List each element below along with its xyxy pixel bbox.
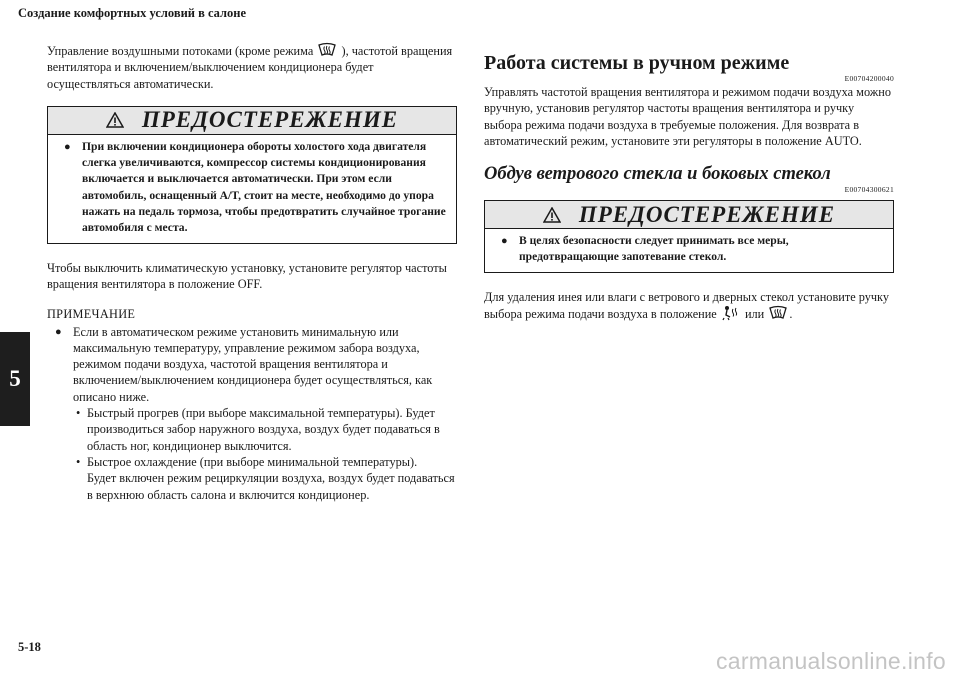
windshield-defrost-icon xyxy=(767,305,789,321)
warning-title: ПРЕДОСТЕРЕЖЕНИЕ xyxy=(141,107,399,133)
note-text: Если в автоматическом режиме установить минимальную или максимальную температуру, управление режимом забора воздуха, режимом подачи воздуха, частотой вращения вентилятора и включением/выключением кондиционера будет осуществляться, как описано ниже. xyxy=(73,324,433,404)
warning-triangle-icon xyxy=(543,207,561,223)
warning-box-fog xyxy=(484,200,894,273)
right-column xyxy=(484,52,894,336)
sub-bullet: • xyxy=(76,454,81,469)
warning-item xyxy=(485,229,893,272)
warning-box-ac xyxy=(47,106,457,244)
bullet-dot: ● xyxy=(501,235,508,248)
note-subitem-warmup-text: Быстрый прогрев (при выборе максимальной температуры). Будет производиться забор наружного воздуха, воздух будет подаваться в область ног, кондиционер выключится. xyxy=(87,406,440,453)
section-code: E00704200040 xyxy=(844,74,894,83)
warning-header xyxy=(48,107,456,135)
warning-item xyxy=(48,135,456,243)
off-paragraph: Чтобы выключить климатическую установку, установите регулятор частоты вращения вентилятора в положение OFF. xyxy=(47,260,447,291)
defrost-end: . xyxy=(789,307,793,322)
bullet-dot: ● xyxy=(55,325,62,338)
foot-defrost-icon xyxy=(720,305,742,321)
defrost-paragraph xyxy=(484,289,894,323)
note-subitem-cooldown-text: Будет включен режим рециркуляции воздуха, воздух будет подаваться в верхнюю область салона и включится кондиционер. xyxy=(87,471,455,502)
defrost-text: Для удаления инея или влаги с ветрового и дверных стекол установите ручку выбора режима подачи воздуха в положение xyxy=(484,289,890,322)
bullet-dot: ● xyxy=(64,140,71,153)
watermark: carmanualsonline.info xyxy=(715,648,946,674)
note-subitem-cooldown xyxy=(73,454,457,503)
subsection-title: Обдув ветрового стекла и боковых стекол xyxy=(484,164,831,185)
page-number: 5-18 xyxy=(18,640,41,654)
warning-text: В целях безопасности следует принимать все меры, предотвращающие запотевание стекол. xyxy=(519,234,789,264)
warning-triangle-icon xyxy=(106,112,124,128)
warning-title: ПРЕДОСТЕРЕЖЕНИЕ xyxy=(578,201,836,227)
defrost-or: или xyxy=(744,307,765,322)
sub-bullet: • xyxy=(76,406,81,421)
warning-header xyxy=(485,201,893,229)
section-paragraph: Управлять частотой вращения вентилятора и режимом подачи воздуха можно вручную, установив регулятор частоты вращения вентилятора и ручку выбора режима подачи воздуха в требуемые положения. Для возврата в автоматический режим, установите эти регуляторы в положение AUTO. xyxy=(484,85,892,148)
intro-text-start: Управление воздушными потоками (кроме режима xyxy=(47,44,314,58)
intro-text-end: ), частотой вращения вентилятора и включением/выключением кондиционера будет осуществляться автоматически. xyxy=(47,44,453,91)
left-column xyxy=(47,42,457,503)
chapter-tab: 5 xyxy=(0,332,30,426)
page-header-title: Создание комфортных условий в салоне xyxy=(18,6,247,20)
intro-paragraph xyxy=(47,42,457,92)
note-item xyxy=(47,324,457,503)
section-title: Работа системы в ручном режиме xyxy=(484,52,790,74)
windshield-defrost-icon xyxy=(316,42,338,58)
subsection-code: E00704300621 xyxy=(844,185,894,195)
warning-text: При включении кондиционера обороты холостого хода двигателя слегка увеличиваются, компрессор системы кондиционирования включается и выключается автоматически. При этом если автомобиль, оснащенный A/T, стоит на месте, необходимо до упора нажать на педаль тормоза, чтобы предотвратить случайное трогание автомобиля с места. xyxy=(82,139,446,235)
note-block xyxy=(47,306,457,503)
note-subitem-cooldown-title: Быстрое охлаждение (при выборе минимальной температуры). xyxy=(87,454,418,469)
note-subitem-warmup xyxy=(73,405,457,454)
note-label: ПРИМЕЧАНИЕ xyxy=(47,307,136,322)
